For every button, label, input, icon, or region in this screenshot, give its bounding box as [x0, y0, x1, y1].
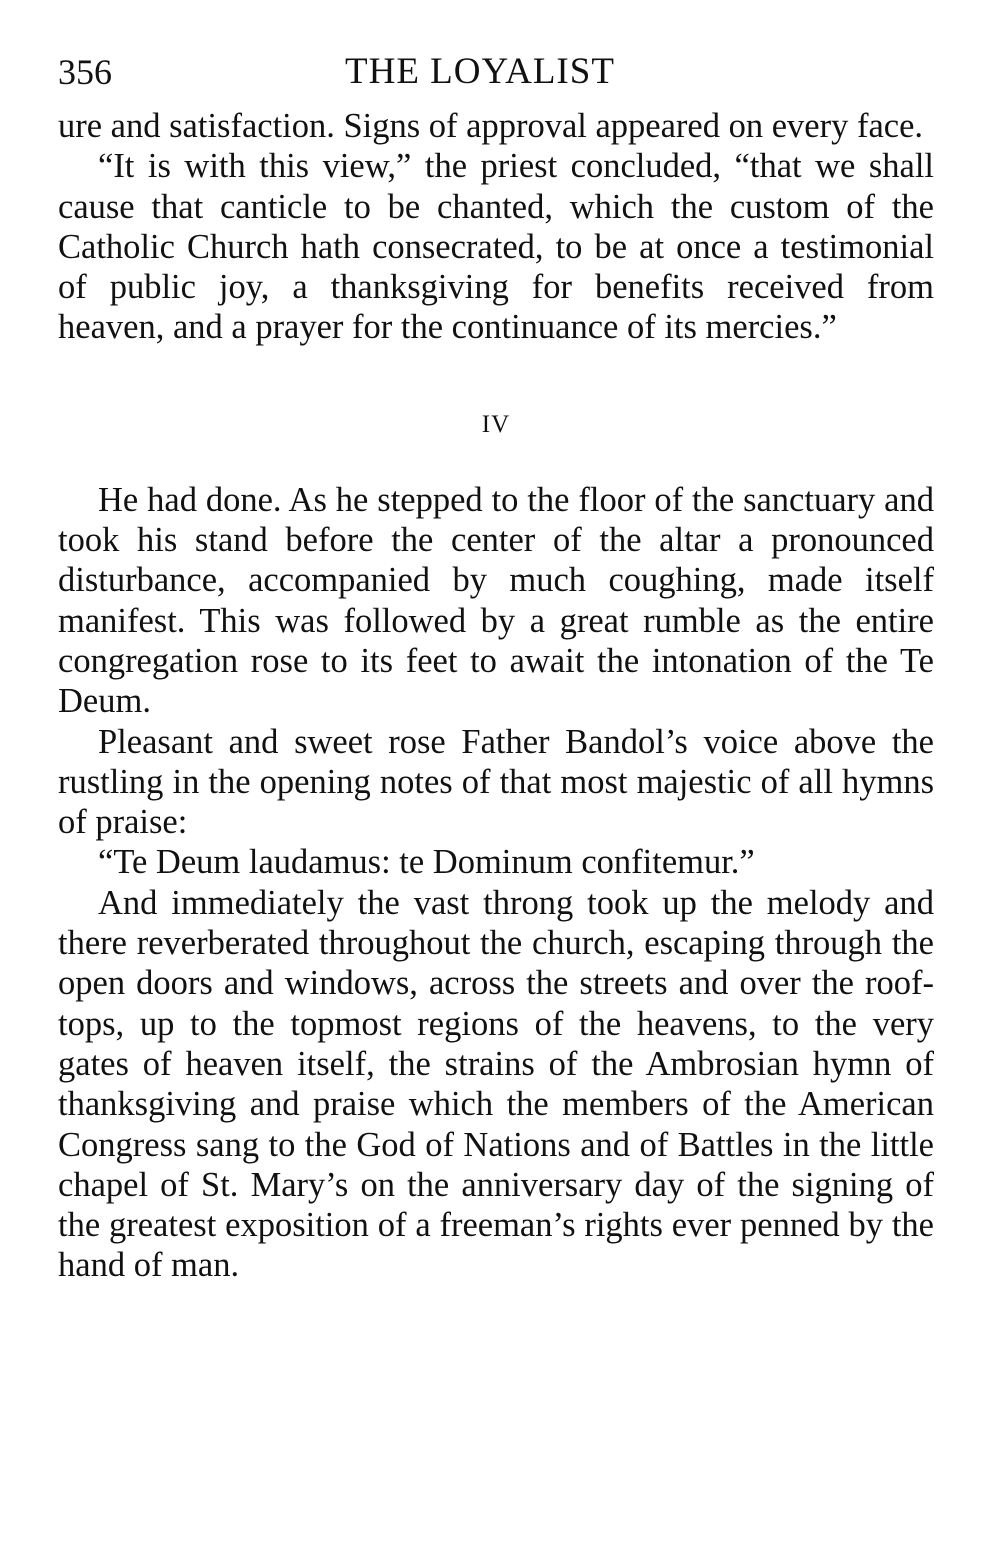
paragraph-continuation: ure and satisfaction. Signs of approval appeared on every face. — [58, 107, 924, 145]
book-page — [58, 50, 934, 1286]
page-header — [58, 50, 934, 100]
running-title: THE LOYALIST — [345, 51, 615, 92]
paragraph-te-deum-quote: “Te Deum laudamus: te Dominum confitemur.” — [98, 843, 755, 882]
section-number: IV — [481, 410, 511, 438]
page-number: 356 — [58, 52, 112, 92]
paragraph-priest-conclusion: “It is with this view,” the priest concluded, “that we shall cause that canticle to be chanted, which the custom of the Catholic Church hath consecrated, to be at once a testimonial of public joy, a thanksgiving for benefits received from heaven, and a prayer for the continuance of its mercies.” — [58, 147, 934, 347]
paragraph-throng-melody: And immediately the vast throng took up the melody and there reverberated throughout the church, escaping through the open doors and windows, across the streets and over the roof-tops, up to the topmost regions of the heavens, to the very gates of heaven itself, the strains of the Ambrosian hymn of thanksgiving and praise which the members of the American Congress sang to the God of Nations and of Battles in the little chapel of St. Mary’s on the anniversary day of the signing of the greatest exposition of a freeman’s rights ever penned by the hand of man. — [58, 883, 934, 1285]
paragraph-he-had-done: He had done. As he stepped to the floor of the sanctuary and took his stand before the center of the altar a pronounced disturbance, accompanied by much coughing, made itself manifest. This was followed by a great rumble as the entire congregation rose to its feet to await the intonation of the Te Deum. — [58, 480, 934, 721]
paragraph-father-bandol-voice: Pleasant and sweet rose Father Bandol’s voice above the rustling in the opening notes of that most majestic of all hymns of praise: — [58, 722, 934, 842]
